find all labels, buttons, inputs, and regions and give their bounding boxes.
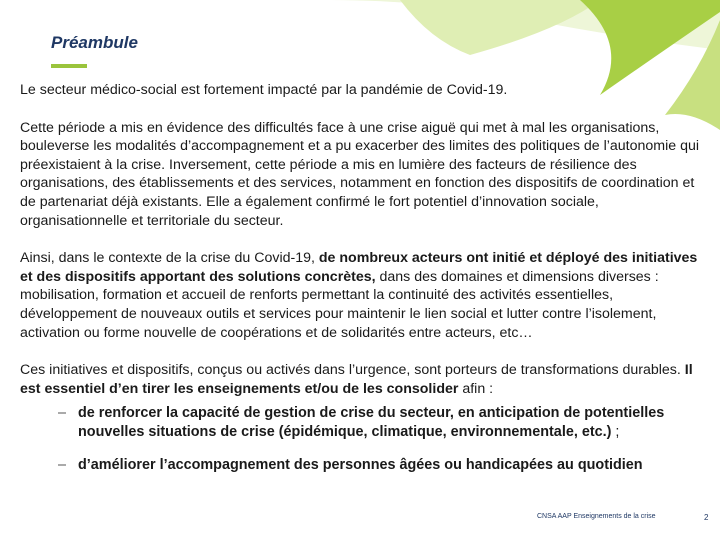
initiatives-text-start: Ainsi, dans le contexte de la crise du Covid-19, [20, 250, 319, 267]
page-number: 2 [704, 513, 709, 522]
objectives-list [20, 404, 708, 474]
dash-bullet: – [58, 405, 67, 422]
dash-bullet: – [58, 456, 67, 473]
list-item [20, 456, 708, 475]
context-paragraph: Cette période a mis en évidence des difficultés face à une crise aiguë qui met à mal les organisations, bouleverse les modalités d’accompagnement et a pu exacerber des limites des politiques de l’autonomie qui préexistaient à la crise. Inversement, cette période a mis en lumière des facteurs de résilience des organisations, des établissements et des services, notamment en fonction des dispositifs de coordination et de partenariat déjà existants. Elle a également confirmé le fort potentiel d’innovation sociale, organisationnelle et territoriale du secteur. [20, 119, 700, 229]
title-accent-bar [51, 64, 87, 68]
footer-text: CNSA AAP Enseignements de la crise [537, 513, 656, 520]
list-item-text: de renforcer la capacité de gestion de crise du secteur, en anticipation de potentielles nouvelles situations de crise (épidémique, climatique, environnementale, etc.) [78, 405, 665, 440]
intro-paragraph: Le secteur médico-social est fortement impacté par la pandémie de Covid-19. [20, 82, 508, 98]
transformations-text-bold: Il est essentiel d’en tirer les enseignements et/ou de les consolider [20, 362, 693, 397]
list-item [20, 404, 708, 441]
transformations-text-end: afin : [458, 380, 494, 397]
list-item-text: d’améliorer l’accompagnement des personnes âgées ou handicapées au quotidien [78, 456, 643, 473]
deco-shape-mid [400, 0, 600, 55]
page-title: Préambule [51, 33, 138, 52]
transformations-paragraph [20, 361, 708, 398]
initiatives-paragraph [20, 249, 708, 342]
transformations-text-start: Ces initiatives et dispositifs, conçus ou activés dans l’urgence, sont porteurs de transformations durables. [20, 362, 685, 379]
slide-content [20, 81, 708, 484]
initiatives-text-bold: de nombreux acteurs ont initié et déployé des initiatives et des dispositifs apportant des solutions concrètes, [20, 250, 698, 285]
list-item-suffix: ; [611, 423, 620, 440]
initiatives-text-end: dans des domaines et dimensions diverses : mobilisation, formation et accueil de renforts permettant la continuité des activités essentielles, développement de nouveaux outils et services pour maintenir le lien social et lutter contre l’isolement, activation ou forme nouvelle de coopérations et de solidarités entre acteurs, etc… [20, 268, 659, 341]
